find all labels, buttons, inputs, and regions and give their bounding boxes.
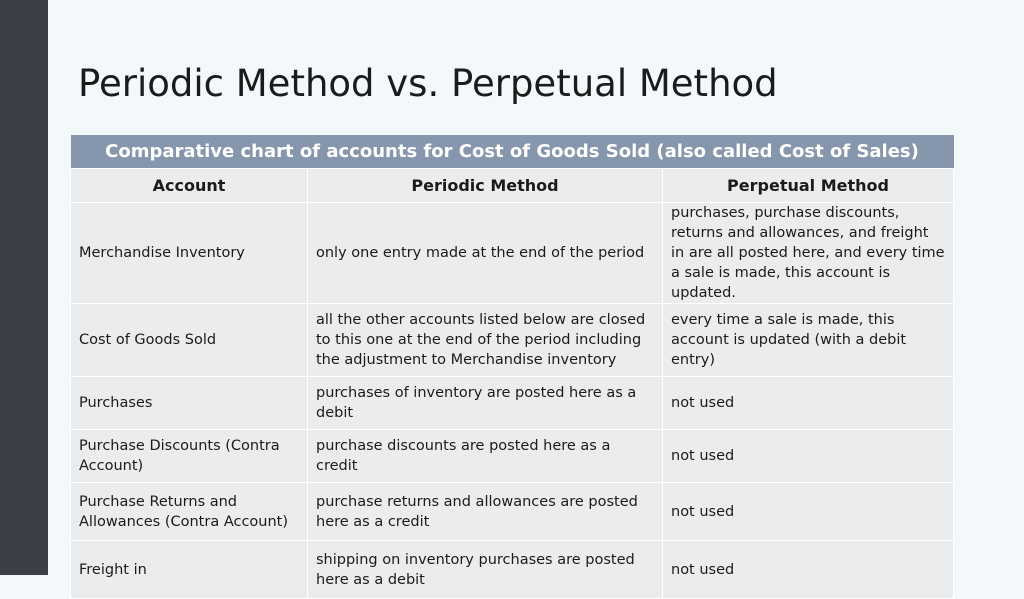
perpetual-cell: purchases, purchase discounts, returns and allowances, and freight in are all posted here, and every time a sale is made, this account is updated. (663, 203, 954, 304)
account-cell: Merchandise Inventory (71, 203, 308, 304)
account-cell: Freight in (71, 541, 308, 599)
table-row (71, 304, 954, 377)
table-caption: Comparative chart of accounts for Cost of Goods Sold (also called Cost of Sales) (71, 135, 954, 169)
column-header-account: Account (71, 169, 308, 203)
table-row (71, 541, 954, 599)
comparison-table (70, 135, 954, 599)
perpetual-cell: not used (663, 430, 954, 483)
table-row (71, 483, 954, 541)
account-cell: Purchases (71, 377, 308, 430)
periodic-cell: shipping on inventory purchases are posted here as a debit (308, 541, 663, 599)
table-row (71, 377, 954, 430)
periodic-cell: purchase discounts are posted here as a credit (308, 430, 663, 483)
perpetual-cell: not used (663, 377, 954, 430)
column-header-perpetual: Perpetual Method (663, 169, 954, 203)
table-caption-row (71, 135, 954, 169)
perpetual-cell: not used (663, 541, 954, 599)
table-row (71, 430, 954, 483)
periodic-cell: only one entry made at the end of the period (308, 203, 663, 304)
table-row (71, 203, 954, 304)
account-cell: Purchase Returns and Allowances (Contra Account) (71, 483, 308, 541)
column-header-periodic: Periodic Method (308, 169, 663, 203)
account-cell: Cost of Goods Sold (71, 304, 308, 377)
periodic-cell: all the other accounts listed below are closed to this one at the end of the period including the adjustment to Merchandise inventory (308, 304, 663, 377)
account-cell: Purchase Discounts (Contra Account) (71, 430, 308, 483)
perpetual-cell: not used (663, 483, 954, 541)
table-header-row (71, 169, 954, 203)
perpetual-cell: every time a sale is made, this account is updated (with a debit entry) (663, 304, 954, 377)
slide-title: Periodic Method vs. Perpetual Method (78, 62, 778, 105)
periodic-cell: purchases of inventory are posted here as a debit (308, 377, 663, 430)
periodic-cell: purchase returns and allowances are posted here as a credit (308, 483, 663, 541)
slide-side-bar (0, 0, 48, 575)
comparison-table-container (70, 135, 953, 588)
